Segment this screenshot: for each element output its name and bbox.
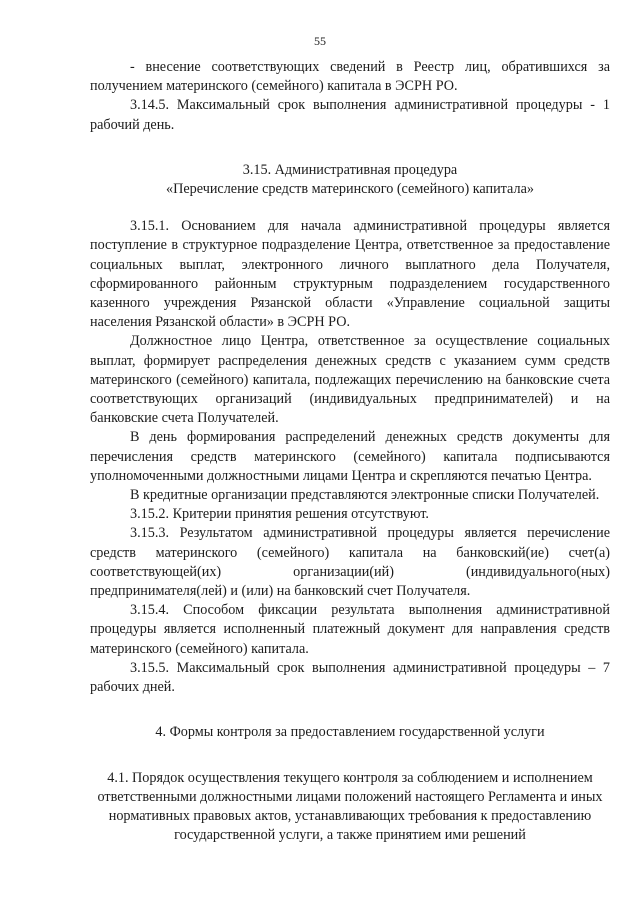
paragraph-3-15-4: 3.15.4. Способом фиксации результата выполнения административной процедуры является исполненный платежный документ для направления средств материнского (семейного) капитала. — [90, 602, 610, 657]
section-heading-4: 4. Формы контроля за предоставлением государственной услуги — [155, 724, 545, 741]
section-subheading-3-15: «Перечисление средств материнского (семейного) капитала» — [166, 181, 534, 198]
section-heading-4-1: 4.1. Порядок осуществления текущего контроля за соблюдением и исполнением ответственными должностными лицами положений настоящего Регламента и иных нормативных правовых актов, устанавливающих требования к предоставлению государственной услуги, а также принятием ими решений — [97, 769, 603, 844]
paragraph-3-15-5: 3.15.5. Максимальный срок выполнения административной процедуры – 7 рабочих дней. — [90, 659, 610, 696]
paragraph-3-15-2: 3.15.2. Критерии принятия решения отсутствуют. — [130, 506, 429, 523]
paragraph-3-15-1: 3.15.1. Основанием для начала административной процедуры является поступление в структурное подразделение Центра, ответственное за предоставление социальных выплат, электронного личного выплатного дела Получателя, сформированного районным структурным подразделением государственного казенного учреждения Рязанской области «Управление социальной защиты населения Рязанской области» в ЭСРН РО. — [90, 218, 610, 331]
page-number: 55 — [314, 34, 326, 48]
paragraph-signing-documents: В день формирования распределений денежных средств документы для перечисления средств материнского (семейного) капитала подписываются уполномоченными должностными лицами Центра и скрепляются печатью Центра. — [90, 429, 610, 484]
section-heading-3-15: 3.15. Административная процедура — [242, 161, 458, 178]
paragraph-official-distribution: Должностное лицо Центра, ответственное за осуществление социальных выплат, формирует распределения денежных средств с указанием сумм средств материнского (семейного) капитала, подлежащих перечислению на банковские счета соответствующих организаций (индивидуальных предпринимателей) и на банковские счета Получателей. — [90, 333, 610, 427]
paragraph-3-15-3: 3.15.3. Результатом административной процедуры является перечисление средств материнского (семейного) капитала на банковский(ие) счет(а) соответствующей(их) организации(ий) (индивидуального(ных) предпринимателя(лей) и (или) на банковский счет Получателя. — [90, 525, 610, 600]
paragraph-registry-entry: - внесение соответствующих сведений в Реестр лиц, обратившихся за получением материнского (семейного) капитала в ЭСРН РО. — [90, 59, 610, 95]
paragraph-3-14-5: 3.14.5. Максимальный срок выполнения административной процедуры - 1 рабочий день. — [90, 97, 610, 133]
document-body — [90, 58, 610, 845]
paragraph-credit-organizations: В кредитные организации представляются электронные списки Получателей. — [130, 487, 600, 504]
